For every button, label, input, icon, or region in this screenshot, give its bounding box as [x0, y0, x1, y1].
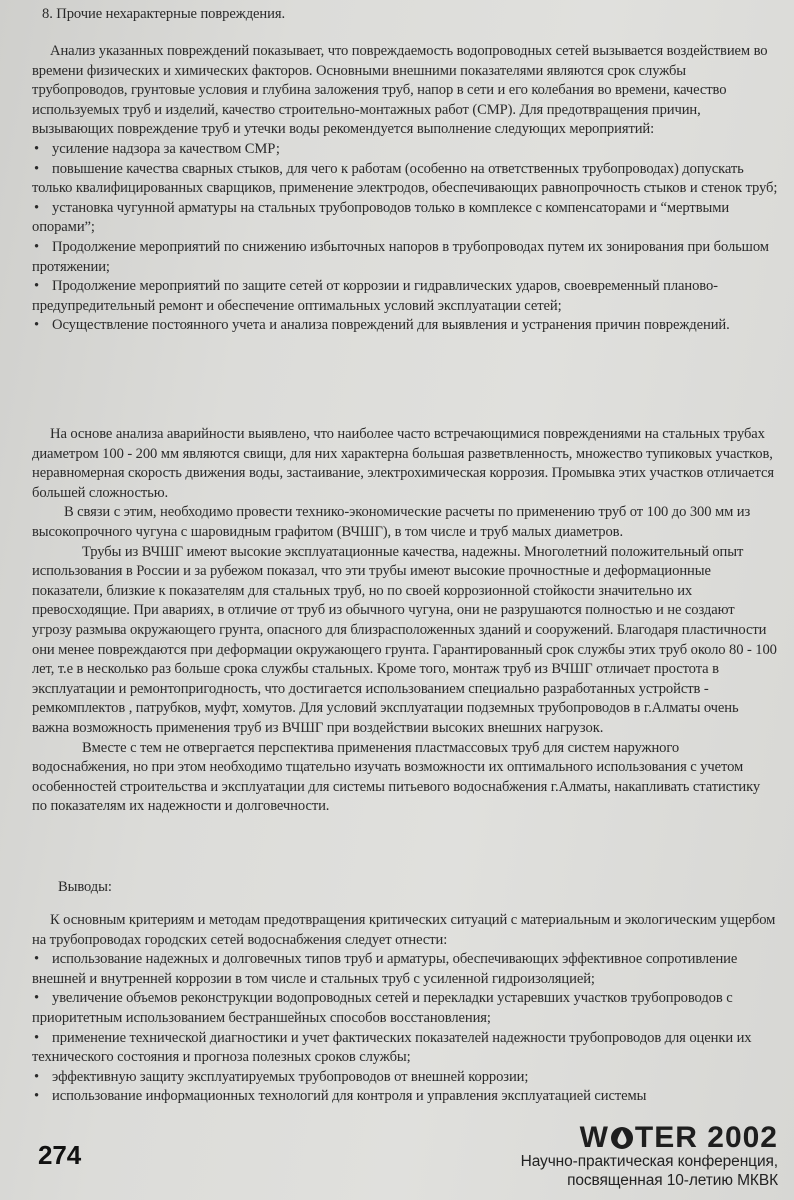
conference-subtitle-line1: Научно-практическая конференция, [520, 1153, 778, 1170]
ductile-iron-paragraph: Трубы из ВЧШГ имеют высокие эксплуатационные качества, надежны. Многолетний положительный опыт использования в России и за рубежом показал, что эти трубы имеют высокие прочностные и деформационные показатели, близкие к показателям для стальных труб, но по своей коррозионной стойкости значительно их превосходящие. При авариях, в отличие от труб из обычного чугуна, они не разрушаются полностью и не создают угрозу размыва окружающего грунта, опасного для близрасположенных зданий и сооружений. Благодаря пластичности они менее повреждаются при деформации окружающего грунта. Гарантированный срок службы этих труб около 80 - 100 лет, т.е в несколько раз больше срока службы стальных. Кроме того, монтаж труб из ВЧШГ отличает простота в эксплуатации и ремонтопригодность, что достигается использованием специально разработанных устройств - ремкомплектов , патрубков, муфт, хомутов. Для условий эксплуатации подземных трубопроводов в г.Алматы очень важна возможность применения труб из ВЧШГ при воздействии высоких внешних нагрузок. [32, 543, 777, 736]
measures-list [32, 140, 778, 336]
list-item: • Осуществление постоянного учета и анализа повреждений для выявления и устранения причин повреждений. [12, 316, 778, 336]
logo-letter-w: W [579, 1121, 609, 1155]
analysis-intro-paragraph: Анализ указанных повреждений показывает, что повреждаемость водопроводных сетей вызывается воздействием во времени физических и химических факторов. Основными внешними показателями являются срок службы трубопроводов, грунтовые условия и глубина заложения труб, напор в сети и его колебания во времени, качество используемых труб и изделий, качество строительно-монтажных работ (СМР). Для предотвращения причин, вызывающих повреждение труб и утечки воды рекомендуется выполнение следующих мероприятий: [32, 43, 768, 138]
page-number: 274 [38, 1140, 82, 1170]
list-item: • усиление надзора за качеством СМР; [12, 140, 778, 160]
list-item: • Продолжение мероприятий по защите сетей от коррозии и гидравлических ударов, своевременный планово-предупредительный ремонт и обеспечение оптимальных условий эксплуатации сетей; [12, 277, 778, 316]
accident-analysis-paragraph: На основе анализа аварийности выявлено, что наиболее часто встречающимися повреждениями на стальных трубах диаметром 100 - 200 мм являются свищи, для них характерна большая разветвленность, множество тупиковых участков, неравномерная скорость движения воды, застаивание, электрохимическая коррозия. Промывка этих участков отличается большей сложностью. [32, 426, 774, 501]
conclusions-block [32, 911, 778, 1107]
water-2002-logo [520, 1121, 778, 1189]
logo-text: TER 2002 [634, 1121, 778, 1155]
list-item: • эффективную защиту эксплуатируемых трубопроводов от внешней коррозии; [12, 1068, 778, 1088]
plastic-pipes-paragraph: Вместе с тем не отвергается перспектива применения пластмассовых труб для систем наружного водоснабжения, но при этом необходимо тщательно изучать возможности их оптимального использования с учетом особенностей строительства и эксплуатации для системы питьевого водоснабжения г.Алматы, накапливать статистику по показателям их надежности и долговечности. [32, 739, 761, 815]
logo-title [521, 1121, 778, 1155]
list-item: • Продолжение мероприятий по снижению избыточных напоров в трубопроводах путем их зонирования при большом протяжении; [12, 238, 778, 277]
conference-subtitle-line2: посвященная 10-летию МКВК [567, 1172, 778, 1189]
pipe-materials-block [32, 425, 778, 817]
conclusions-intro-paragraph: К основным критериям и методам предотвращения критических ситуаций с материальным и экологическим ущербом на трубопроводах городских сетей водоснабжения следует отнести: [32, 912, 776, 948]
section-heading: 8. Прочие нехарактерные повреждения. [42, 6, 286, 22]
conclusions-title: Выводы: [58, 879, 112, 895]
list-item: • повышение качества сварных стыков, для чего к работам (особенно на ответственных трубопроводах) допускать только квалифицированных сварщиков, применение электродов, обеспечивающих равнопрочность стыков и стенок труб; [12, 160, 778, 199]
list-item: • использование надежных и долговечных типов труб и арматуры, обеспечивающих эффективное сопротивление внешней и внутренней коррозии в том числе и стальных труб с усиленной гидроизоляцией; [12, 950, 778, 989]
list-item: • увеличение объемов реконструкции водопроводных сетей и перекладки устаревших участков трубопроводов с приоритетным использованием бестраншейных способов восстановления; [12, 989, 778, 1028]
list-item: • применение технической диагностики и учет фактических показателей надежности трубопроводов для оценки их технического состояния и прогноза полезных сроков службы; [12, 1029, 778, 1068]
damage-analysis-block [32, 42, 778, 336]
water-drop-icon [611, 1125, 633, 1151]
list-item: • установка чугунной арматуры на стальных трубопроводов только в комплексе с компенсаторами и “мертвыми опорами”; [12, 199, 778, 238]
list-item: • использование информационных технологий для контроля и управления эксплуатацией системы [12, 1087, 778, 1107]
criteria-list [32, 950, 778, 1107]
calculations-paragraph: В связи с этим, необходимо провести технико-экономические расчеты по применению труб от 100 до 300 мм из высокопрочного чугуна с шаровидным графитом (ВЧШГ), в том числе и труб малых диаметров. [32, 504, 751, 540]
